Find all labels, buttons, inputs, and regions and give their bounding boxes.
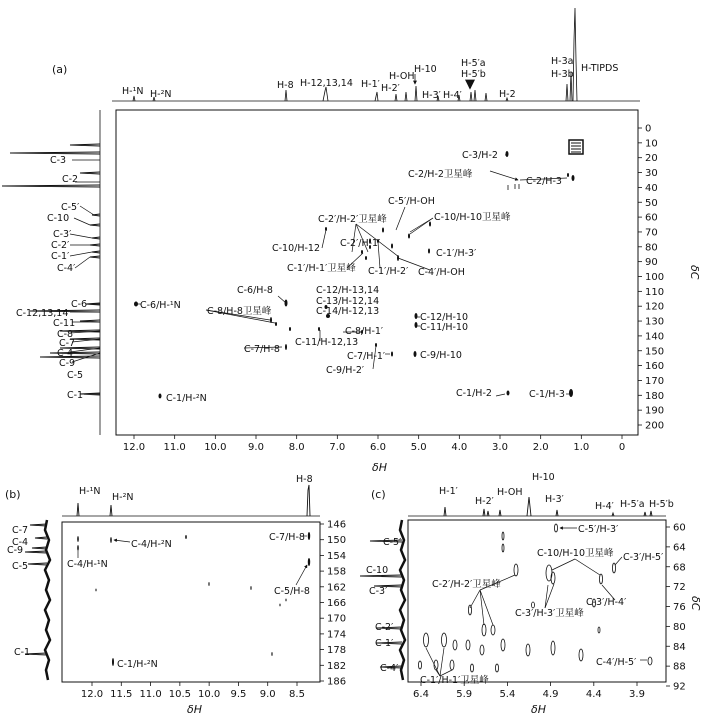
cross-peak-label: C-5′/H-OH xyxy=(388,196,435,207)
proton-label: H-10 xyxy=(414,64,437,75)
proton-label: H-TIPDS xyxy=(581,63,619,74)
cross-peak-label: C-3′/H-5′ xyxy=(623,552,664,563)
y-tick-label: 40 xyxy=(645,182,658,194)
carbon-label: C-4′ xyxy=(57,263,76,274)
y-tick-label: 84 xyxy=(673,641,686,653)
proton-label: H-5′a xyxy=(461,58,486,69)
y-tick-label: 150 xyxy=(645,346,665,358)
proton-label: H-5′a xyxy=(620,499,645,510)
cross-peak-label: C-5′/H-3′ xyxy=(578,524,619,535)
cross-peak-label: C-3′/H-3′卫星峰 xyxy=(515,608,584,619)
panel-c-label: (c) xyxy=(371,488,386,501)
proton-label: H-4′ xyxy=(443,90,462,101)
cross-peak-label: C-1′/H-1′卫星峰 xyxy=(420,675,489,686)
cross-peak-label: C-4′/H-5′ xyxy=(596,657,637,668)
cross-peak-label: C-1/H-3 xyxy=(529,389,565,400)
y-tick-label: 20 xyxy=(645,153,658,165)
x-tick-label: 9.0 xyxy=(259,689,276,700)
x-tick-label: 6.0 xyxy=(370,442,386,453)
y-tick-label: 80 xyxy=(645,242,658,254)
cross-peak-label: C-3′/H-4′ xyxy=(586,597,627,608)
cross-peak-label: C-11/H-10 xyxy=(420,322,469,333)
cross-peak-label: C-2′/H-2′卫星峰 xyxy=(432,579,501,590)
carbon-label: C-5′ xyxy=(383,537,402,548)
y-tick-label: 200 xyxy=(645,420,665,432)
y-tick-label: 64 xyxy=(673,542,686,554)
carbon-label: C-2 xyxy=(62,174,79,185)
carbon-label: C-2′ xyxy=(375,622,394,633)
x-tick-label: 4.4 xyxy=(585,689,602,700)
cross-peak-label: C-1/H-2 xyxy=(456,388,492,399)
cross-peak-label: C-2′/H-2′卫星峰 xyxy=(318,214,387,225)
cross-peak-label: C-12/H-13,14 xyxy=(316,285,380,296)
panel-b-label: (b) xyxy=(5,488,21,501)
x-tick-label: 2.0 xyxy=(532,442,549,453)
cross-peak-label: C-4/H-¹N xyxy=(67,559,108,570)
y-tick-label: 190 xyxy=(645,405,665,417)
carbon-label: C-10 xyxy=(366,565,389,576)
x-tick-label: 10.0 xyxy=(198,689,221,700)
x-tick-label: 11.0 xyxy=(163,442,186,453)
x-tick-label: 9.5 xyxy=(230,689,247,700)
x-tick-label: 12.0 xyxy=(122,442,146,453)
x-tick-label: 3.9 xyxy=(629,689,645,700)
x-tick-label: 9.0 xyxy=(248,442,264,453)
carbon-label: C-1 xyxy=(14,647,31,658)
carbon-label: C-1 xyxy=(67,390,84,401)
cross-peak-label: C-12/H-10 xyxy=(420,312,469,323)
panel-b-x-axis xyxy=(81,682,305,700)
proton-label: H-OH xyxy=(389,71,415,82)
y-tick-label: 150 xyxy=(327,535,347,547)
panel-b-y-axis xyxy=(320,520,346,688)
panel-a-label: (a) xyxy=(52,63,68,76)
x-tick-label: 7.0 xyxy=(329,442,346,453)
proton-label: H-8 xyxy=(296,474,313,485)
carbon-label: C-3′ xyxy=(53,229,72,240)
y-tick-label: 166 xyxy=(327,598,347,609)
carbon-label: C-9 xyxy=(59,358,76,369)
y-tick-label: 76 xyxy=(673,602,686,613)
cross-peak-label: C-2/H-3 xyxy=(526,176,562,187)
x-tick-label: 11.5 xyxy=(110,689,133,700)
cross-peak-label: C-7/H-8 xyxy=(269,532,305,543)
carbon-label: C-2′ xyxy=(51,240,70,251)
panel-a-x-axis xyxy=(123,435,625,453)
panel-b-plot-frame xyxy=(62,522,320,682)
carbon-label: C-6 xyxy=(71,299,88,310)
proton-label: H-2′ xyxy=(475,496,494,507)
cross-peak-label: C-9/H-10 xyxy=(420,350,462,361)
x-tick-label: 5.9 xyxy=(456,689,473,700)
y-tick-label: 90 xyxy=(645,257,658,269)
carbon-label: C-3 xyxy=(50,155,67,166)
panel-a-cross-peak-labels xyxy=(140,150,565,404)
x-tick-label: 3.0 xyxy=(492,442,508,453)
carbon-label: C-1′ xyxy=(375,638,394,649)
cross-peak-label: C-6/H-¹N xyxy=(140,300,181,311)
panel-b-proton-spectrum xyxy=(62,485,320,516)
proton-label: H-3a xyxy=(551,56,574,67)
panel-b-x-axis-title: δH xyxy=(187,703,203,716)
y-tick-label: 92 xyxy=(673,681,686,693)
x-tick-label: 10.0 xyxy=(204,442,227,453)
y-tick-label: 70 xyxy=(645,227,658,239)
proton-label: H-OH xyxy=(497,487,523,498)
y-tick-label: 130 xyxy=(645,316,665,328)
cross-peak-label: C-5/H-8 xyxy=(274,586,310,597)
carbon-label: C-10 xyxy=(47,213,70,224)
carbon-label: C-5′ xyxy=(61,202,80,213)
proton-label: H-¹N xyxy=(122,86,144,97)
y-tick-label: 178 xyxy=(327,645,347,657)
x-tick-label: 5.0 xyxy=(410,442,427,453)
x-tick-label: 5.4 xyxy=(499,689,516,700)
y-tick-label: 72 xyxy=(673,582,686,594)
proton-label: H-3b xyxy=(551,69,574,80)
carbon-label: C-3′ xyxy=(369,586,388,597)
y-tick-label: 170 xyxy=(645,375,665,387)
y-tick-label: 160 xyxy=(645,361,665,373)
y-tick-label: 186 xyxy=(327,676,347,688)
cross-peak-label: C-13/H-12,14 xyxy=(316,296,380,307)
x-tick-label: 4.0 xyxy=(451,442,468,453)
proton-label: H-2′ xyxy=(381,83,400,94)
x-tick-label: 6.4 xyxy=(413,689,429,700)
panel-a-x-axis-title: δH xyxy=(372,461,388,474)
cross-peak-label: C-1′/H-2′ xyxy=(368,266,409,277)
x-tick-label: 0 xyxy=(618,442,626,453)
carbon-label: C-12,13,14 xyxy=(16,308,69,319)
y-tick-label: 182 xyxy=(327,660,347,672)
x-tick-label: 1.0 xyxy=(573,442,590,453)
carbon-label: C-8 xyxy=(57,329,74,340)
panel-c-y-axis-title: δC xyxy=(689,596,702,611)
carbon-label: C-5 xyxy=(12,561,29,572)
proton-label: H-12,13,14 xyxy=(300,78,353,89)
cross-peak-label: C-10/H-12 xyxy=(272,243,321,254)
panel-c-x-axis-title: δH xyxy=(531,703,547,716)
carbon-label: C-5 xyxy=(67,370,84,381)
proton-label: H-10 xyxy=(532,472,555,483)
y-tick-label: 60 xyxy=(673,522,686,534)
cross-peak-label: C-8/H-8卫星峰 xyxy=(207,306,272,317)
y-tick-label: 140 xyxy=(645,331,665,343)
carbon-label: C-1′ xyxy=(51,251,70,262)
panel-a-y-axis-title: δC xyxy=(688,265,701,280)
proton-label: H-1′ xyxy=(361,79,380,90)
y-tick-label: 162 xyxy=(327,582,347,594)
y-tick-label: 60 xyxy=(645,212,658,224)
panel-b-peaks xyxy=(77,532,310,666)
carbon-label: C-4 xyxy=(57,348,74,359)
carbon-label: C-4′ xyxy=(380,663,399,674)
y-tick-label: 88 xyxy=(673,661,686,673)
proton-label: H-²N xyxy=(112,492,134,503)
cross-peak-label: C-1/H-²N xyxy=(166,393,207,404)
y-tick-label: 80 xyxy=(673,621,686,633)
y-tick-label: 174 xyxy=(327,629,347,641)
cross-peak-label: C-11/H-12,13 xyxy=(295,337,359,348)
cross-peak-label: C-10/H-10卫星峰 xyxy=(537,548,614,559)
y-tick-label: 0 xyxy=(645,123,652,135)
cross-peak-label: C-1′/H-1′卫星峰 xyxy=(287,263,356,274)
x-tick-label: 4.9 xyxy=(542,689,559,700)
proton-label: H-1′ xyxy=(439,486,458,497)
y-tick-label: 120 xyxy=(645,301,665,313)
panel-c-y-axis xyxy=(666,523,686,693)
proton-label: H-¹N xyxy=(79,486,101,497)
carbon-label: C-9 xyxy=(7,545,24,556)
carbon-label: C-11 xyxy=(53,318,76,329)
carbon-label: C-7 xyxy=(12,525,29,536)
y-tick-label: 100 xyxy=(645,272,665,283)
y-tick-label: 154 xyxy=(327,550,347,562)
panel-b-leader-lines xyxy=(78,536,307,585)
x-tick-label: 8.0 xyxy=(288,442,305,453)
x-tick-label: 12.0 xyxy=(80,689,104,700)
cross-peak-label: C-6/H-8 xyxy=(237,285,273,296)
cross-peak-label: C-4/H-²N xyxy=(131,539,172,550)
y-tick-label: 110 xyxy=(645,286,665,298)
cross-peak-label: C-8/H-1′ xyxy=(345,326,384,337)
proton-label: H-3′ xyxy=(422,90,441,101)
y-tick-label: 146 xyxy=(327,519,347,531)
proton-label: H-4′ xyxy=(595,501,614,512)
x-tick-label: 10.5 xyxy=(168,689,191,700)
cross-peak-label: C-7/H-1′ xyxy=(347,351,386,362)
carbon-label: C-4 xyxy=(12,537,29,548)
panel-a-proton-labels xyxy=(122,56,618,101)
cross-peak-label: C-4′/H-OH xyxy=(418,267,465,278)
cross-peak-label: C-9/H-2′ xyxy=(326,365,365,376)
x-tick-label: 11.0 xyxy=(139,689,162,700)
cross-peak-label: C-14/H-12,13 xyxy=(316,306,380,317)
panel-a-y-axis xyxy=(638,124,664,432)
cross-peak-label: C-7/H-8 xyxy=(244,344,280,355)
cross-peak-label: C-1/H-²N xyxy=(117,659,158,670)
cross-peak-label: C-10/H-10卫星峰 xyxy=(434,212,511,223)
x-tick-label: 8.5 xyxy=(289,689,305,700)
proton-label: H-5′b xyxy=(461,69,486,80)
cross-peak-label: C-2′/H-1′ xyxy=(340,238,381,249)
cross-peak-label: C-1′/H-3′ xyxy=(436,248,477,259)
y-tick-label: 180 xyxy=(645,390,665,402)
cross-peak-label: C-3/H-2 xyxy=(462,150,498,161)
y-tick-label: 30 xyxy=(645,168,658,180)
proton-label: H-3′ xyxy=(545,494,564,505)
proton-label: H-5′b xyxy=(649,499,674,510)
proton-label: H-8 xyxy=(277,80,294,91)
y-tick-label: 158 xyxy=(327,566,347,578)
y-tick-label: 10 xyxy=(645,138,658,150)
carbon-label: C-7 xyxy=(59,338,76,349)
proton-label: H-2 xyxy=(499,89,516,100)
proton-label: H-²N xyxy=(150,89,172,100)
y-tick-label: 170 xyxy=(327,613,347,625)
y-tick-label: 68 xyxy=(673,562,686,574)
y-tick-label: 50 xyxy=(645,197,658,209)
cross-peak-label: C-2/H-2卫星峰 xyxy=(408,169,473,180)
panel-a-carbon-labels xyxy=(16,155,100,401)
